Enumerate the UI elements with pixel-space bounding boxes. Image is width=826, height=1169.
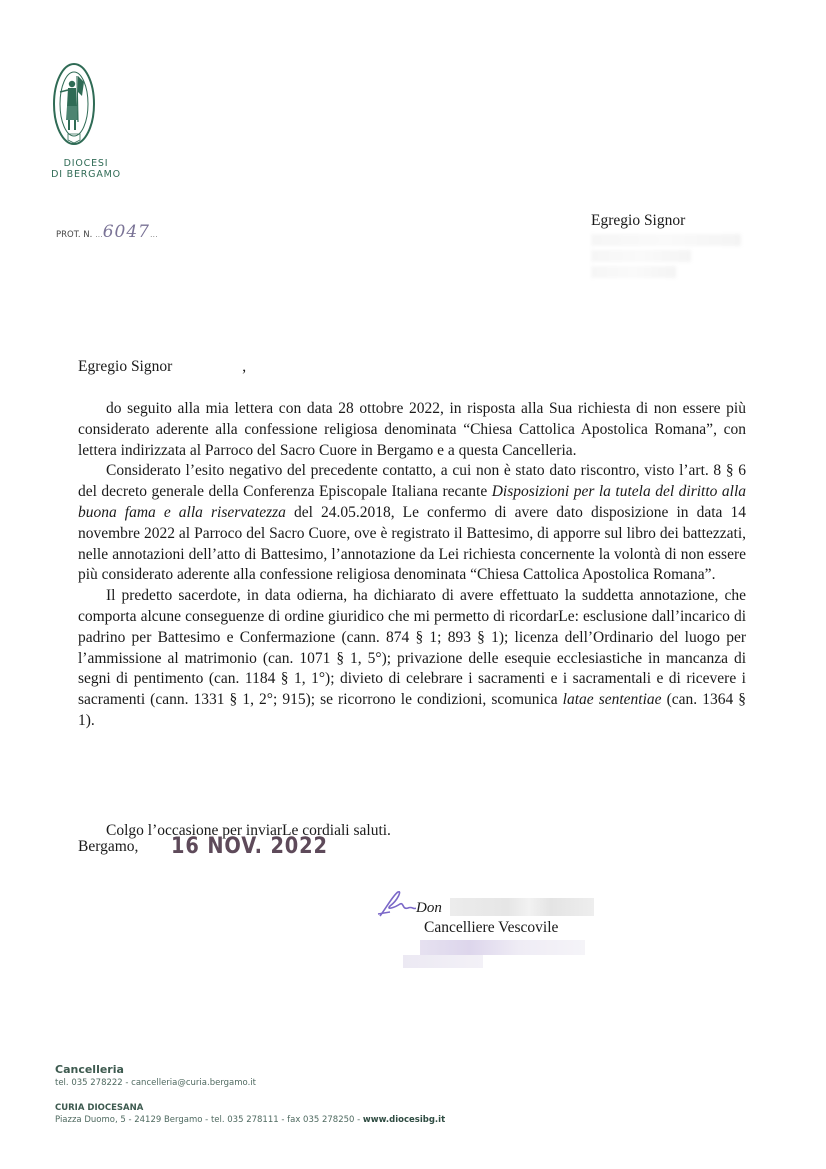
p3-latin-term: latae sententiae — [562, 691, 662, 709]
p3-text-a: Il predetto sacerdote, in data odierna, ha dichiarato di avere effettuato la suddetta annotazione, che comporta alcune conseguenze di ordine giuridico che mi permetto di ricordarLe: esclusione dall’incarico di padrino per Battesimo e Confermazione (cann. 874 § 1; 893 § 1); licenza dell’Ordinario del luogo per l’ammissione al matrimonio (can. 1071 § 1, 5°); privazione delle esequie ecclesiastiche in mancanza di segni di pentimento (can. 1184 § 1, 1°); divieto di celebrare i sacramenti e i sacramentali e di ricevere i sacramenti (cann. 1331 § 1, 2°; 915); se ricorrono le condizioni, scomunica — [78, 587, 746, 709]
footer-office-name: Cancelleria — [55, 1063, 124, 1076]
redacted-signature — [420, 940, 585, 955]
footer-curia-name: CURIA DIOCESANA — [55, 1103, 144, 1113]
org-name-line1: DIOCESI — [63, 158, 109, 169]
redacted-signature — [403, 955, 483, 968]
org-name-line2: DI BERGAMO — [51, 169, 121, 180]
paragraph-2 — [78, 461, 746, 586]
paragraph-1: do seguito alla mia lettera con data 28 ottobre 2022, in risposta alla Sua richiesta di non essere più considerato aderente alla confessione religiosa denominata “Chiesa Cattolica Apostolica Romana”, con lettera indirizzata al Parroco del Sacro Cuore in Bergamo e a questa Cancelleria. — [78, 400, 746, 459]
redacted-signatory-name — [450, 898, 594, 916]
curia-address-text: Piazza Duomo, 5 - 24129 Bergamo - tel. 035 278111 - fax 035 278250 - — [55, 1115, 363, 1125]
signatory-prefix: Don — [416, 900, 442, 916]
place-name: Bergamo, — [78, 838, 139, 855]
protocol-label: PROT. N. — [56, 230, 93, 240]
redacted-address-line — [591, 250, 691, 262]
protocol-number — [56, 222, 158, 242]
footer-curia-address — [55, 1115, 445, 1125]
date-stamp: 16 NOV. 2022 — [171, 834, 328, 859]
closing-line: Colgo l’occasione per inviarLe cordiali saluti. — [106, 822, 391, 839]
paragraph-3 — [78, 586, 746, 732]
recipient-block — [591, 212, 741, 278]
p2-decree-title: Disposizioni per la tutela del diritto alla buona fama e alla riservatezza — [78, 483, 746, 521]
signature-flourish-icon — [376, 886, 416, 922]
salutation-comma: , — [242, 358, 247, 375]
recipient-greeting: Egregio Signor — [591, 212, 686, 229]
protocol-value: 6047 — [102, 222, 150, 242]
protocol-dots: ... — [149, 230, 158, 239]
protocol-dots: ... — [95, 230, 103, 239]
p3-text-b: (can. 1364 § 1). — [78, 691, 746, 729]
salutation-text: Egregio Signor — [78, 358, 173, 375]
p2-text-a: Considerato l’esito negativo del precedente contatto, a cui non è stato dato riscontro, visto l’art. 8 § 6 del decreto generale della Conferenza Episcopale Italiana recante — [78, 462, 746, 501]
website-link[interactable]: www.diocesibg.it — [362, 1115, 446, 1125]
diocese-seal-icon — [52, 62, 96, 152]
footer-office-contact: tel. 035 278222 - cancelleria@curia.bergamo.it — [55, 1078, 256, 1088]
signatory-title: Cancelliere Vescovile — [424, 919, 559, 936]
letter-body — [78, 399, 746, 732]
redacted-address-line — [591, 266, 676, 278]
salutation — [78, 358, 246, 376]
diocese-name — [40, 158, 132, 180]
redacted-address-line — [591, 234, 741, 246]
p2-text-b: del 24.05.2018, Le confermo di avere dato disposizione in data 14 novembre 2022 al Parroco del Sacro Cuore, ove è registrato il Battesimo, di apporre sul libro dei battezzati, nelle annotazioni dell’atto di Battesimo, l’annotazione da Lei richiesta concernente la volontà di non essere più considerato aderente alla confessione religiosa denominata “Chiesa Cattolica Apostolica Romana”. — [78, 503, 746, 584]
